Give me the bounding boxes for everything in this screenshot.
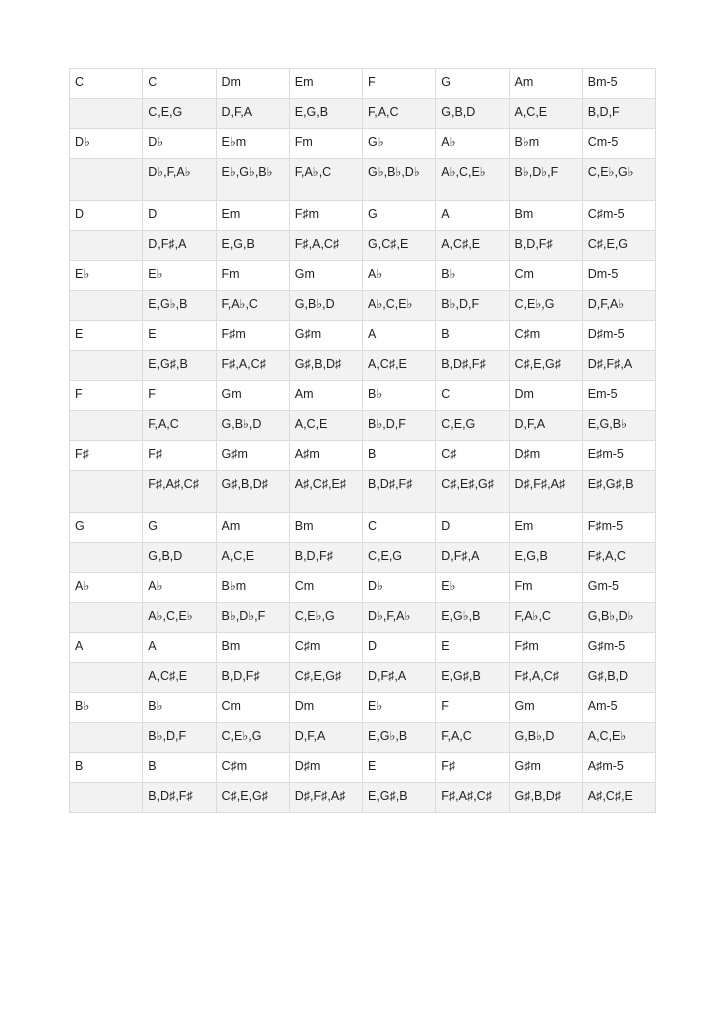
chord-notes-cell: C,E♭,G♭ xyxy=(582,159,655,201)
key-cell: C xyxy=(70,69,143,99)
key-cell: G xyxy=(70,513,143,543)
chord-name-cell: C♯m xyxy=(289,633,362,663)
chord-notes-cell: D,F♯,A xyxy=(143,231,216,261)
chord-notes-cell: G,B,D xyxy=(436,99,509,129)
chord-notes-cell: B♭,D,F xyxy=(143,723,216,753)
chord-name-cell: A xyxy=(363,321,436,351)
chord-notes-cell: C,E♭,G xyxy=(509,291,582,321)
chord-name-cell: G♯m-5 xyxy=(582,633,655,663)
chord-name-cell: Gm xyxy=(289,261,362,291)
chord-name-cell: E♯m-5 xyxy=(582,441,655,471)
chord-name-cell: G♭ xyxy=(363,129,436,159)
chord-notes-cell: C,E,G xyxy=(363,543,436,573)
chord-notes-row xyxy=(70,783,656,813)
chord-name-row xyxy=(70,441,656,471)
chord-name-cell: Gm-5 xyxy=(582,573,655,603)
chord-name-row xyxy=(70,381,656,411)
chord-name-cell: D xyxy=(363,633,436,663)
chord-name-cell: A♭ xyxy=(363,261,436,291)
chord-name-cell: Dm xyxy=(509,381,582,411)
chord-notes-row xyxy=(70,411,656,441)
chord-notes-cell: D♯,F♯,A♯ xyxy=(509,471,582,513)
chord-notes-cell: A,C♯,E xyxy=(363,351,436,381)
chord-notes-cell: B,D,F xyxy=(582,99,655,129)
chord-name-cell: G xyxy=(436,69,509,99)
chord-notes-cell: E,G,B xyxy=(509,543,582,573)
chord-name-cell: Gm xyxy=(509,693,582,723)
chord-name-cell: D♯m-5 xyxy=(582,321,655,351)
chord-name-cell: D xyxy=(436,513,509,543)
key-cell: E xyxy=(70,321,143,351)
chord-name-row xyxy=(70,129,656,159)
empty-key-cell xyxy=(70,351,143,381)
chord-name-cell: E♭ xyxy=(143,261,216,291)
empty-key-cell xyxy=(70,159,143,201)
chord-name-cell: E♭ xyxy=(436,573,509,603)
chord-notes-cell: G,C♯,E xyxy=(363,231,436,261)
chord-name-cell: A xyxy=(143,633,216,663)
chord-name-cell: D♯m xyxy=(509,441,582,471)
chord-name-cell: Em xyxy=(289,69,362,99)
chord-notes-row xyxy=(70,231,656,261)
chord-notes-cell: B,D♯,F♯ xyxy=(436,351,509,381)
chord-name-row xyxy=(70,753,656,783)
chord-name-cell: Dm xyxy=(289,693,362,723)
chord-notes-cell: G,B♭,D xyxy=(289,291,362,321)
chord-name-cell: F♯ xyxy=(143,441,216,471)
chord-notes-cell: F,A♭,C xyxy=(289,159,362,201)
chord-notes-cell: C,E♭,G xyxy=(289,603,362,633)
chord-name-cell: D xyxy=(143,201,216,231)
chord-notes-row xyxy=(70,663,656,693)
chord-name-cell: G♯m xyxy=(289,321,362,351)
chord-name-cell: Em xyxy=(216,201,289,231)
chord-name-cell: Am-5 xyxy=(582,693,655,723)
chord-notes-cell: B♭,D♭,F xyxy=(509,159,582,201)
chord-notes-cell: E,G♯,B xyxy=(436,663,509,693)
key-cell: F♯ xyxy=(70,441,143,471)
chord-name-cell: G xyxy=(363,201,436,231)
chord-name-cell: D♭ xyxy=(143,129,216,159)
chord-name-row xyxy=(70,201,656,231)
chord-notes-cell: C♯,E,G♯ xyxy=(289,663,362,693)
chord-name-cell: C xyxy=(143,69,216,99)
chord-notes-row xyxy=(70,543,656,573)
chord-notes-row xyxy=(70,351,656,381)
chord-notes-row xyxy=(70,99,656,129)
chord-name-cell: Cm xyxy=(216,693,289,723)
chord-notes-cell: F♯,A,C♯ xyxy=(216,351,289,381)
chord-notes-cell: C,E♭,G xyxy=(216,723,289,753)
key-cell: D xyxy=(70,201,143,231)
chord-notes-cell: C,E,G xyxy=(143,99,216,129)
chord-name-cell: Am xyxy=(289,381,362,411)
chord-notes-cell: F♯,A,C♯ xyxy=(289,231,362,261)
chord-notes-cell: C,E,G xyxy=(436,411,509,441)
chord-name-row xyxy=(70,261,656,291)
chord-name-cell: Bm xyxy=(216,633,289,663)
chord-notes-cell: G,B♭,D xyxy=(216,411,289,441)
chord-notes-cell: A♯,C♯,E♯ xyxy=(289,471,362,513)
chord-name-cell: B♭ xyxy=(363,381,436,411)
chord-notes-cell: A♭,C,E♭ xyxy=(363,291,436,321)
chord-name-cell: F♯ xyxy=(436,753,509,783)
chord-notes-cell: E♭,G♭,B♭ xyxy=(216,159,289,201)
chord-notes-cell: G,B♭,D♭ xyxy=(582,603,655,633)
chord-name-cell: D♯m xyxy=(289,753,362,783)
chord-name-row xyxy=(70,573,656,603)
empty-key-cell xyxy=(70,231,143,261)
chord-notes-cell: A,C,E♭ xyxy=(582,723,655,753)
chord-name-cell: Fm xyxy=(216,261,289,291)
chord-name-cell: C xyxy=(363,513,436,543)
chord-name-cell: Fm xyxy=(289,129,362,159)
document-page xyxy=(69,68,655,813)
chord-notes-cell: C♯,E♯,G♯ xyxy=(436,471,509,513)
chord-notes-cell: F♯,A♯,C♯ xyxy=(436,783,509,813)
chord-notes-cell: E,G,B xyxy=(216,231,289,261)
chord-notes-cell: B,D♯,F♯ xyxy=(143,783,216,813)
chord-notes-cell: F♯,A,C♯ xyxy=(509,663,582,693)
chord-name-cell: B xyxy=(143,753,216,783)
chord-name-cell: C♯m xyxy=(509,321,582,351)
key-cell: D♭ xyxy=(70,129,143,159)
empty-key-cell xyxy=(70,291,143,321)
chord-notes-cell: G♯,B,D xyxy=(582,663,655,693)
chord-name-cell: Em xyxy=(509,513,582,543)
chord-name-cell: Cm xyxy=(289,573,362,603)
key-cell: B xyxy=(70,753,143,783)
chord-name-cell: B♭m xyxy=(509,129,582,159)
chord-notes-row xyxy=(70,471,656,513)
chord-name-row xyxy=(70,633,656,663)
chord-notes-cell: D,F,A xyxy=(509,411,582,441)
chord-name-cell: E xyxy=(436,633,509,663)
chord-notes-cell: C♯,E,G♯ xyxy=(216,783,289,813)
chord-notes-cell: B,D♯,F♯ xyxy=(363,471,436,513)
chord-name-cell: E♭m xyxy=(216,129,289,159)
chord-notes-row xyxy=(70,603,656,633)
chord-name-cell: Bm xyxy=(509,201,582,231)
chord-notes-cell: F,A,C xyxy=(143,411,216,441)
chord-notes-cell: F,A♭,C xyxy=(216,291,289,321)
chord-name-cell: Cm-5 xyxy=(582,129,655,159)
chord-notes-cell: F,A,C xyxy=(436,723,509,753)
chord-name-cell: Fm xyxy=(509,573,582,603)
chord-name-cell: C♯ xyxy=(436,441,509,471)
empty-key-cell xyxy=(70,603,143,633)
chord-name-cell: F♯m-5 xyxy=(582,513,655,543)
chord-name-cell: A♭ xyxy=(436,129,509,159)
empty-key-cell xyxy=(70,99,143,129)
key-cell: A♭ xyxy=(70,573,143,603)
chord-notes-cell: G♯,B,D♯ xyxy=(289,351,362,381)
chord-name-cell: F xyxy=(436,693,509,723)
chord-name-cell: Cm xyxy=(509,261,582,291)
chord-name-row xyxy=(70,693,656,723)
chord-notes-cell: A,C♯,E xyxy=(436,231,509,261)
chord-name-cell: G xyxy=(143,513,216,543)
chord-notes-cell: B♭,D,F xyxy=(363,411,436,441)
key-cell: F xyxy=(70,381,143,411)
chord-notes-cell: D,F,A♭ xyxy=(582,291,655,321)
key-cell: E♭ xyxy=(70,261,143,291)
chord-name-cell: Gm xyxy=(216,381,289,411)
chord-notes-cell: A,C,E xyxy=(289,411,362,441)
chord-notes-cell: G♯,B,D♯ xyxy=(509,783,582,813)
chord-notes-cell: C♯,E,G♯ xyxy=(509,351,582,381)
chord-name-cell: A♯m xyxy=(289,441,362,471)
chord-notes-cell: D,F♯,A xyxy=(363,663,436,693)
chord-notes-cell: F♯,A♯,C♯ xyxy=(143,471,216,513)
chord-name-cell: A♭ xyxy=(143,573,216,603)
chord-name-cell: B♭ xyxy=(436,261,509,291)
chord-notes-cell: E,G♯,B xyxy=(363,783,436,813)
chord-name-cell: Am xyxy=(216,513,289,543)
chord-name-cell: C♯m-5 xyxy=(582,201,655,231)
chord-notes-cell: B♭,D,F xyxy=(436,291,509,321)
empty-key-cell xyxy=(70,471,143,513)
chord-name-cell: F♯m xyxy=(216,321,289,351)
empty-key-cell xyxy=(70,663,143,693)
chord-notes-cell: F,A♭,C xyxy=(509,603,582,633)
empty-key-cell xyxy=(70,543,143,573)
chord-name-cell: Bm xyxy=(289,513,362,543)
chord-name-cell: B♭m xyxy=(216,573,289,603)
chord-name-row xyxy=(70,513,656,543)
chord-name-cell: C♯m xyxy=(216,753,289,783)
chord-notes-cell: A♭,C,E♭ xyxy=(143,603,216,633)
chord-notes-cell: D,F,A xyxy=(216,99,289,129)
chord-notes-cell: D♯,F♯,A xyxy=(582,351,655,381)
chord-notes-cell: D♭,F,A♭ xyxy=(363,603,436,633)
chord-name-cell: B♭ xyxy=(143,693,216,723)
chord-notes-cell: B,D,F♯ xyxy=(216,663,289,693)
chord-name-cell: B xyxy=(363,441,436,471)
chord-notes-cell: D♭,F,A♭ xyxy=(143,159,216,201)
chord-notes-cell: G♯,B,D♯ xyxy=(216,471,289,513)
chord-notes-cell: B,D,F♯ xyxy=(509,231,582,261)
chord-name-cell: E♭ xyxy=(363,693,436,723)
chord-notes-cell: A♭,C,E♭ xyxy=(436,159,509,201)
chord-notes-cell: B♭,D♭,F xyxy=(216,603,289,633)
chord-notes-cell: F♯,A,C xyxy=(582,543,655,573)
empty-key-cell xyxy=(70,411,143,441)
chord-notes-cell: G,B,D xyxy=(143,543,216,573)
chord-notes-row xyxy=(70,159,656,201)
chord-notes-cell: D,F♯,A xyxy=(436,543,509,573)
chord-notes-cell: C♯,E,G xyxy=(582,231,655,261)
chord-table-body xyxy=(70,69,656,813)
chord-notes-cell: E,G,B xyxy=(289,99,362,129)
chord-name-cell: Bm-5 xyxy=(582,69,655,99)
chord-notes-row xyxy=(70,291,656,321)
empty-key-cell xyxy=(70,723,143,753)
chord-notes-cell: E,G,B♭ xyxy=(582,411,655,441)
chord-notes-cell: B,D,F♯ xyxy=(289,543,362,573)
chord-notes-cell: F,A,C xyxy=(363,99,436,129)
chord-notes-cell: D♯,F♯,A♯ xyxy=(289,783,362,813)
chord-notes-cell: E,G♭,B xyxy=(436,603,509,633)
chord-notes-cell: A,C♯,E xyxy=(143,663,216,693)
empty-key-cell xyxy=(70,783,143,813)
chord-notes-row xyxy=(70,723,656,753)
chord-notes-cell: E,G♭,B xyxy=(143,291,216,321)
chord-notes-cell: A,C,E xyxy=(216,543,289,573)
chord-notes-cell: E,G♯,B xyxy=(143,351,216,381)
key-cell: B♭ xyxy=(70,693,143,723)
chord-notes-cell: E♯,G♯,B xyxy=(582,471,655,513)
chord-name-cell: G♯m xyxy=(216,441,289,471)
chord-name-cell: D♭ xyxy=(363,573,436,603)
chord-notes-cell: A,C,E xyxy=(509,99,582,129)
chord-name-cell: E xyxy=(363,753,436,783)
chord-name-cell: Dm-5 xyxy=(582,261,655,291)
chord-name-cell: E xyxy=(143,321,216,351)
chord-name-cell: Em-5 xyxy=(582,381,655,411)
chord-notes-cell: D,F,A xyxy=(289,723,362,753)
chord-name-cell: Dm xyxy=(216,69,289,99)
chord-name-cell: Am xyxy=(509,69,582,99)
chord-name-cell: F xyxy=(363,69,436,99)
chord-name-cell: A xyxy=(436,201,509,231)
chord-name-cell: G♯m xyxy=(509,753,582,783)
chord-name-cell: F xyxy=(143,381,216,411)
chord-name-cell: F♯m xyxy=(509,633,582,663)
chord-name-cell: F♯m xyxy=(289,201,362,231)
chord-notes-cell: A♯,C♯,E xyxy=(582,783,655,813)
chord-name-row xyxy=(70,321,656,351)
key-cell: A xyxy=(70,633,143,663)
chord-notes-cell: G,B♭,D xyxy=(509,723,582,753)
chord-name-cell: A♯m-5 xyxy=(582,753,655,783)
chord-name-cell: C xyxy=(436,381,509,411)
chord-name-row xyxy=(70,69,656,99)
chord-name-cell: B xyxy=(436,321,509,351)
chord-table xyxy=(69,68,656,813)
chord-notes-cell: G♭,B♭,D♭ xyxy=(363,159,436,201)
chord-notes-cell: E,G♭,B xyxy=(363,723,436,753)
